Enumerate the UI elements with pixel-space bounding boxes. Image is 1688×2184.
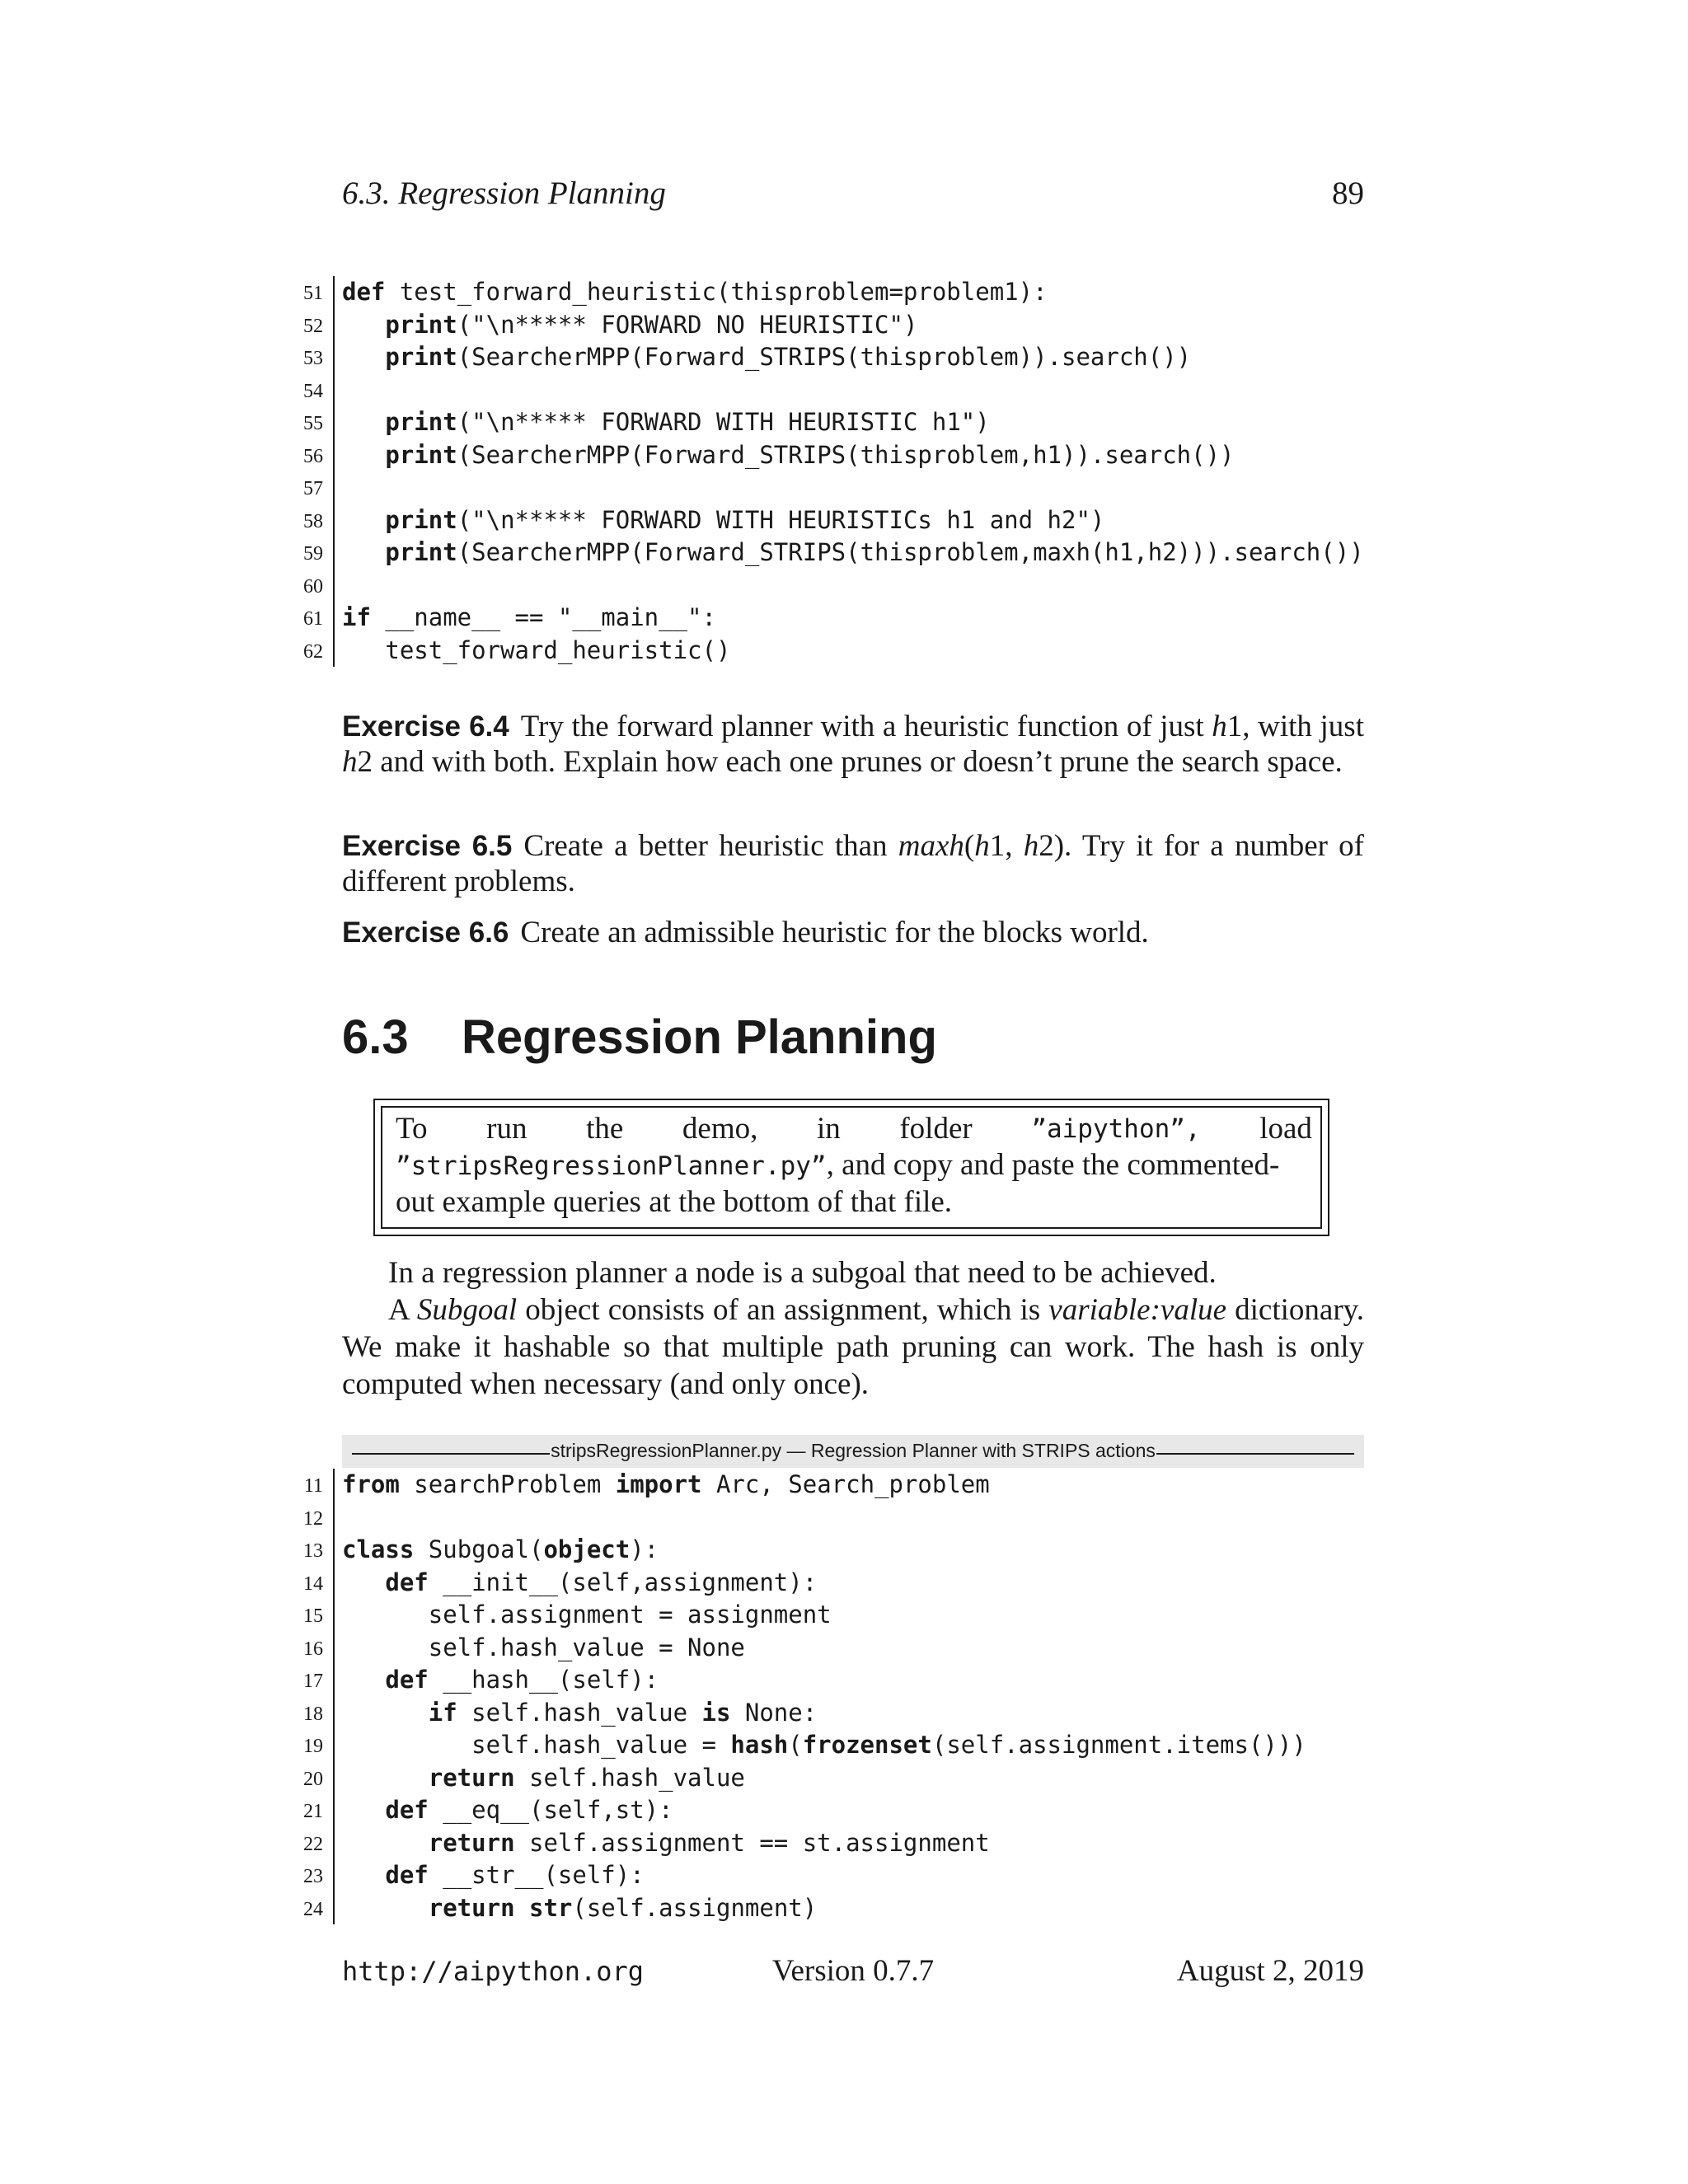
line-number: 58 (303, 510, 323, 532)
exercise-label: Exercise 6.6 (342, 916, 509, 949)
line-number: 57 (303, 478, 323, 499)
code-line (288, 1762, 1442, 1795)
page-number: 89 (1332, 176, 1364, 211)
code-line (288, 1567, 1442, 1600)
line-number: 17 (303, 1671, 323, 1692)
exercise-6-6: Exercise 6.6 Create an admissible heuristic for the blocks world. (342, 916, 1149, 949)
section-number: 6.3 (342, 1010, 409, 1064)
code-text: print(SearcherMPP(Forward_STRIPS(thisproblem)).search()) (385, 343, 1192, 371)
section-heading (342, 1010, 937, 1065)
line-number: 56 (303, 445, 323, 467)
line-number: 52 (303, 315, 323, 337)
paragraph-1: In a regression planner a node is a subgoal that need to be achieved. (388, 1256, 1217, 1290)
line-number: 55 (303, 413, 323, 434)
code-text: self.hash_value = None (342, 1633, 745, 1661)
line-number: 60 (303, 575, 323, 598)
code-line (288, 1859, 1442, 1892)
line-number: 54 (303, 380, 323, 402)
code-text: print("\n***** FORWARD NO HEURISTIC") (385, 310, 918, 339)
code-text: def __init__(self,assignment): (385, 1568, 818, 1596)
line-number: 14 (303, 1572, 323, 1595)
code-text: if __name__ == "__main__": (342, 603, 716, 631)
code-text: if self.hash_value is None: (428, 1698, 818, 1727)
line-number: 16 (303, 1638, 323, 1660)
code-text: print(SearcherMPP(Forward_STRIPS(thisproblem,maxh(h1,h2))).search()) (385, 538, 1364, 566)
code-text: self.assignment = assignment (342, 1601, 832, 1629)
footer-date: August 2, 2019 (1176, 1954, 1364, 1988)
line-number: 51 (303, 283, 323, 304)
exercise-label: Exercise 6.4 (342, 710, 509, 743)
code-text: return self.hash_value (428, 1763, 745, 1792)
code-line (288, 635, 1442, 668)
code-line (288, 1697, 1442, 1730)
code-listing-1 (288, 276, 1442, 667)
code-text: test_forward_heuristic() (342, 635, 731, 664)
line-number: 23 (303, 1866, 323, 1887)
line-number: 12 (303, 1507, 323, 1530)
code-text: def test_forward_heuristic(thisproblem=problem1): (342, 278, 1048, 306)
code-line (288, 1827, 1442, 1860)
page-footer (342, 1953, 1364, 1994)
file-caption-bar (342, 1435, 1364, 1468)
code-line (288, 1599, 1442, 1632)
code-text: self.hash_value = hash(frozenset(self.assignment.items())) (342, 1731, 1306, 1759)
line-number: 13 (303, 1540, 323, 1562)
paragraph-2: A Subgoal object consists of an assignment, which is variable:value dictionary. We make it hashable so that multiple path pruning can work. The hash is only computed when necessary (and only once). (342, 1293, 1364, 1401)
demo-box-line-1: To run the demo, in folder ”aipython”, load (396, 1112, 1312, 1146)
footer-url[interactable]: http://aipython.org (342, 1956, 645, 1987)
line-number: 19 (303, 1736, 323, 1757)
code-line (288, 471, 1442, 504)
code-line (288, 569, 1442, 602)
code-line (288, 1534, 1442, 1567)
code-text: print("\n***** FORWARD WITH HEURISTIC h1") (385, 408, 990, 436)
demo-filename: ”stripsRegressionPlanner.py” (396, 1151, 827, 1181)
line-number: 62 (303, 640, 323, 663)
code-line (288, 537, 1442, 569)
demo-box (373, 1099, 1329, 1236)
line-number: 11 (303, 1475, 323, 1497)
code-line (288, 602, 1442, 635)
demo-box-line-3: out example queries at the bottom of that file. (396, 1185, 953, 1219)
line-number: 59 (303, 543, 323, 565)
code-line (288, 1794, 1442, 1827)
line-number: 18 (303, 1703, 323, 1725)
header-section-title: 6.3. Regression Planning (342, 176, 666, 211)
code-line (288, 1664, 1442, 1697)
line-number: 22 (303, 1833, 323, 1855)
code-line (288, 406, 1442, 439)
code-line (288, 1892, 1442, 1925)
line-number: 61 (303, 608, 323, 630)
demo-box-line-2: ”stripsRegressionPlanner.py”, and copy and paste the commented- (396, 1148, 1280, 1182)
code-text: return self.assignment == st.assignment (428, 1828, 990, 1857)
footer-version: Version 0.7.7 (771, 1954, 935, 1988)
line-number: 53 (303, 348, 323, 369)
code-line (288, 1632, 1442, 1665)
code-text: class Subgoal(object): (342, 1535, 659, 1563)
line-number: 21 (303, 1801, 323, 1822)
running-header (342, 175, 1364, 224)
file-caption: stripsRegressionPlanner.py — Regression Planner with STRIPS actions (551, 1440, 1156, 1461)
exercise-6-4: Exercise 6.4 Try the forward planner with a heuristic function of just h1, with just h2 and with both. Explain how each one prunes or doesn’t prune the search space. (342, 710, 1364, 779)
code-text: def __eq__(self,st): (385, 1796, 673, 1824)
code-listing-2 (288, 1469, 1442, 1924)
code-line (288, 309, 1442, 342)
code-line (288, 504, 1442, 537)
section-title: Regression Planning (462, 1010, 937, 1064)
line-number: 15 (303, 1605, 323, 1627)
code-line (288, 1729, 1442, 1762)
code-line (288, 439, 1442, 472)
code-text: return str(self.assignment) (428, 1893, 818, 1922)
code-text: print(SearcherMPP(Forward_STRIPS(thisproblem,h1)).search()) (385, 440, 1235, 469)
exercise-label: Exercise 6.5 (342, 830, 513, 862)
code-line (288, 276, 1442, 309)
code-text: from searchProblem import Arc, Search_problem (342, 1470, 990, 1498)
exercise-6-5: Exercise 6.5 Create a better heuristic than maxh(h1, h2). Try it for a number of different problems. (342, 829, 1365, 898)
line-number: 24 (303, 1898, 323, 1920)
code-text: def __hash__(self): (385, 1666, 659, 1694)
code-line (288, 1469, 1442, 1502)
code-text: print("\n***** FORWARD WITH HEURISTICs h1 and h2") (385, 505, 1105, 534)
code-line (288, 374, 1442, 407)
code-text: def __str__(self): (385, 1861, 645, 1889)
code-line (288, 1502, 1442, 1535)
line-number: 20 (303, 1768, 323, 1790)
code-line (288, 341, 1442, 374)
